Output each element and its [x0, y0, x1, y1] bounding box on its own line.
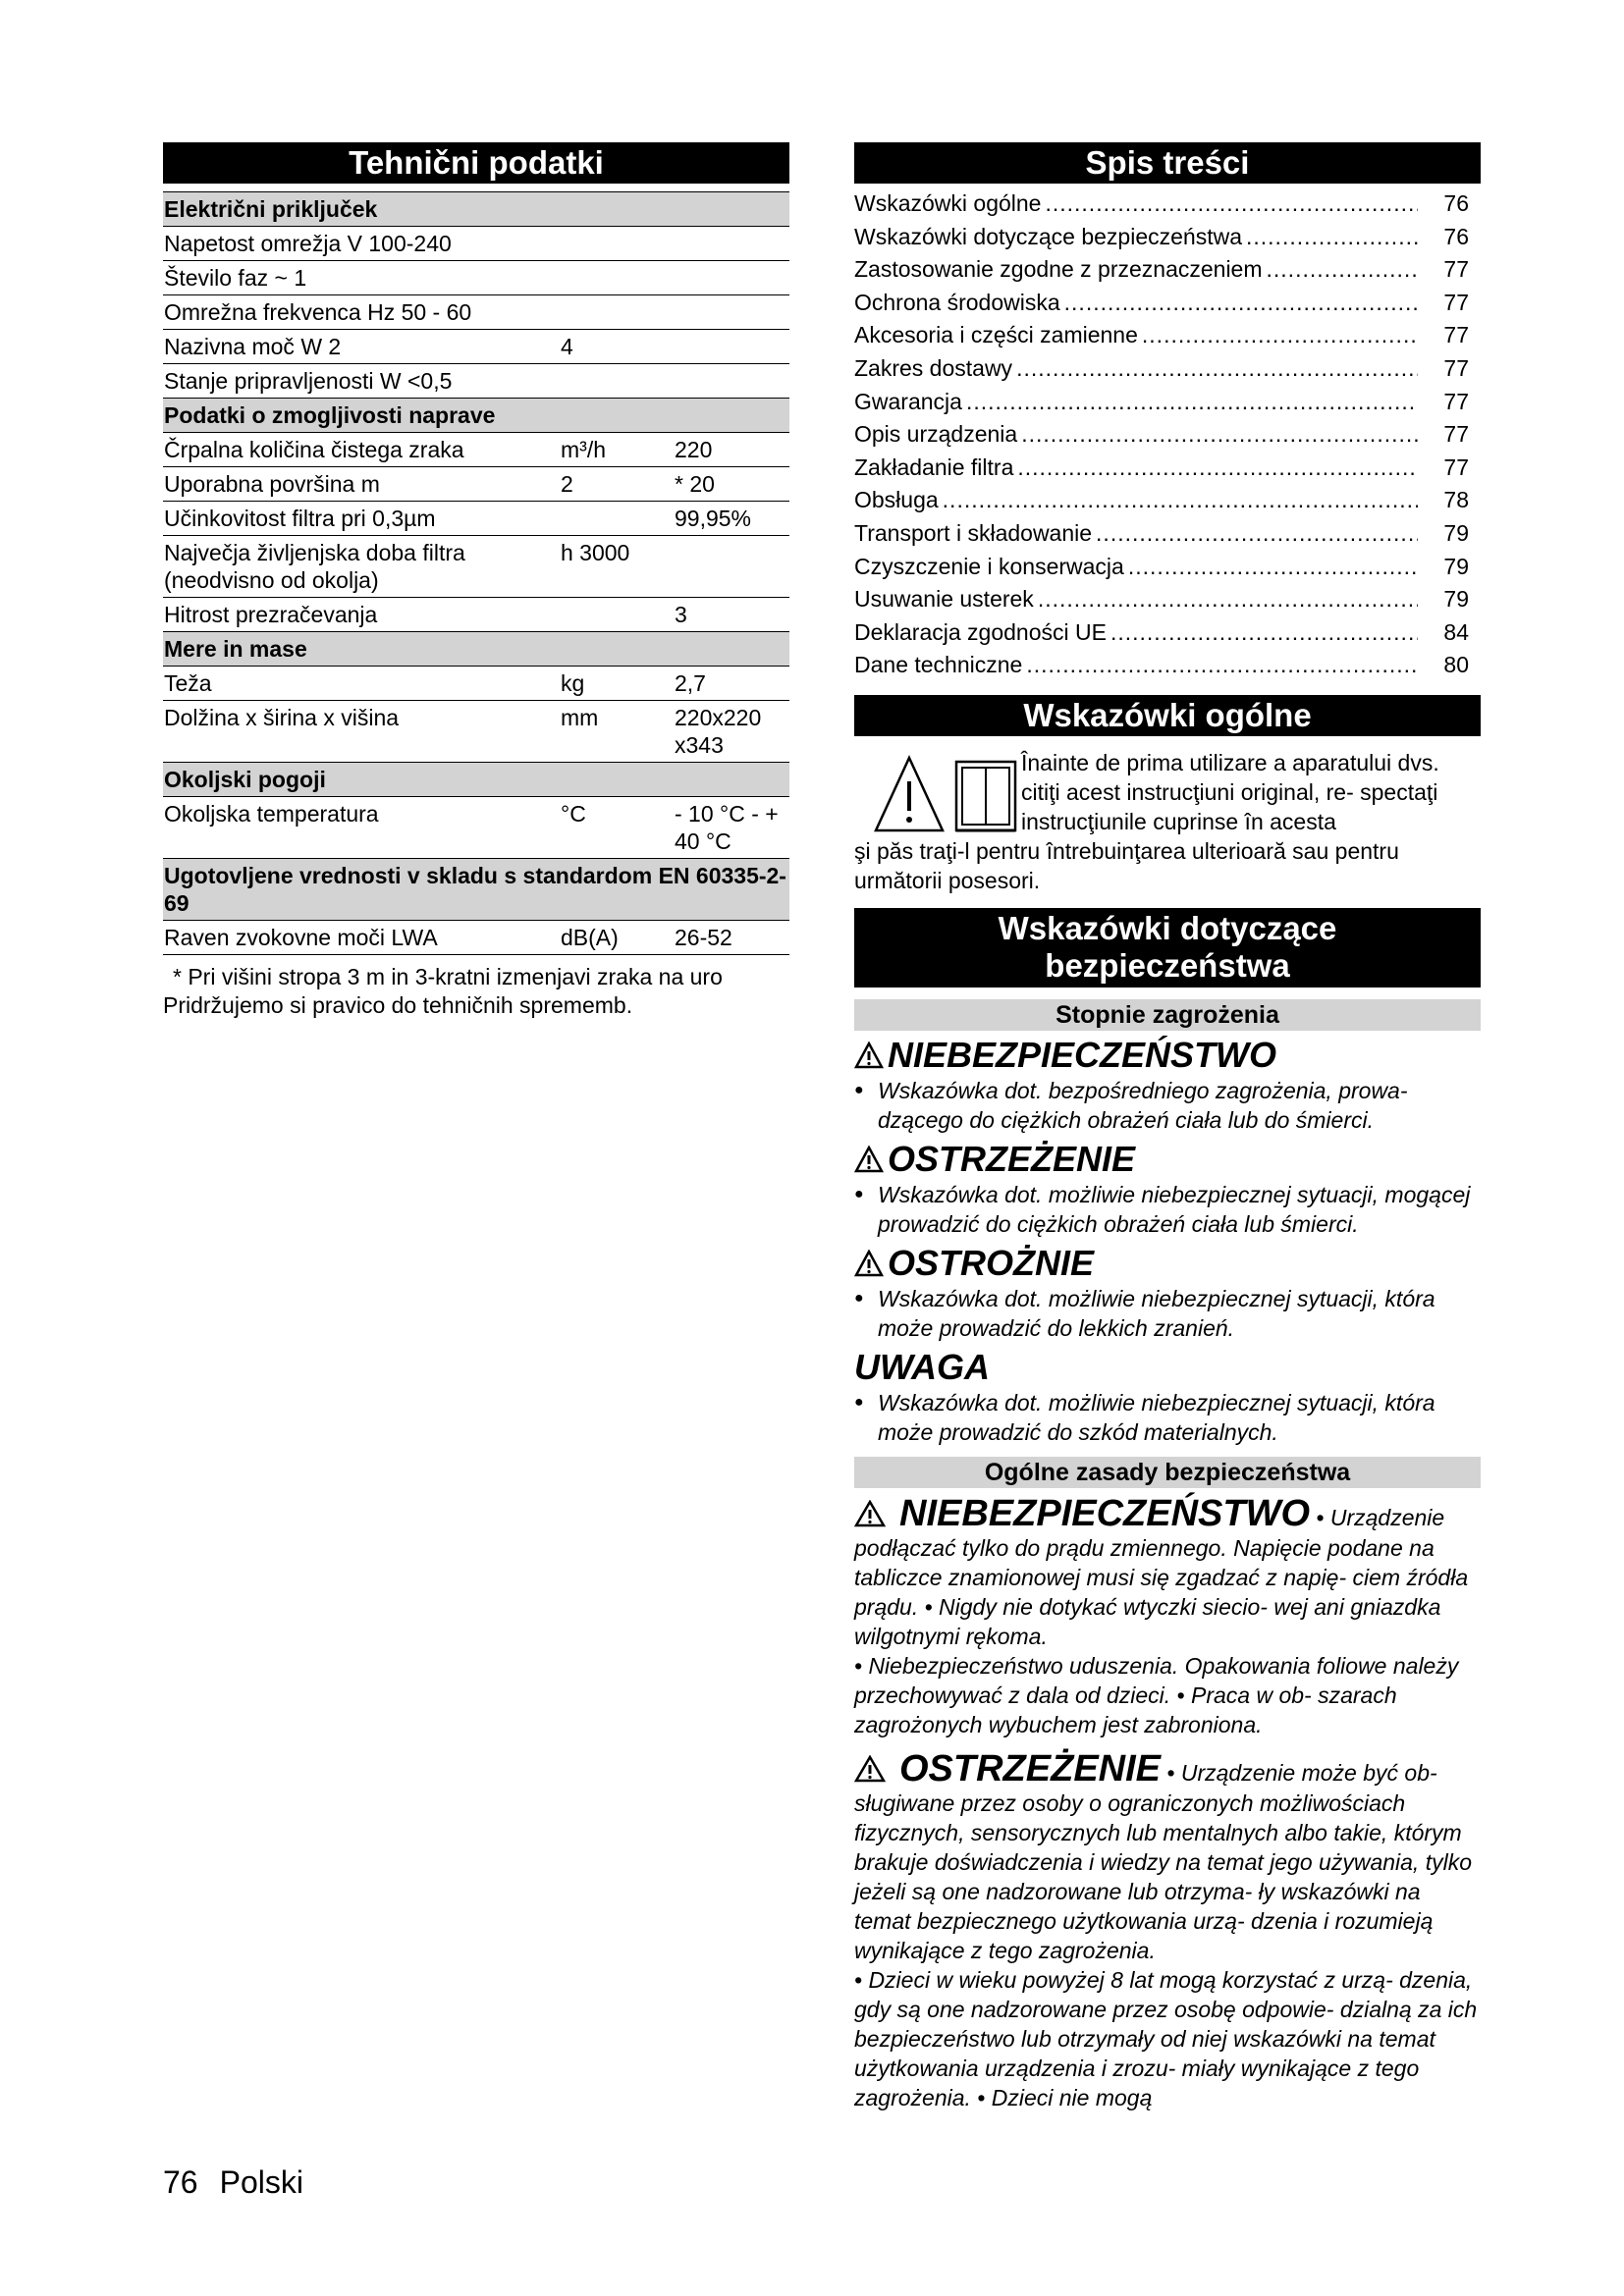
toc-leader-dots: [1096, 517, 1418, 551]
table-cell: [560, 227, 674, 261]
table-row: [163, 667, 789, 701]
safety-title-line1: Wskazówki dotyczące: [998, 909, 1337, 946]
hazard-level-name: [854, 1243, 1481, 1284]
table-cell: °C: [560, 797, 674, 859]
page-language: Polski: [219, 2164, 303, 2200]
toc-entry: [854, 352, 1481, 386]
toc-entry-page: 79: [1443, 586, 1469, 613]
table-of-contents: [854, 187, 1481, 682]
hazard-level-description: [854, 1388, 1481, 1447]
toc-entry-page: 77: [1443, 421, 1469, 448]
table-row: [163, 797, 789, 859]
toc-entry: [854, 319, 1481, 352]
toc-entry-title: Zastosowanie zgodne z przeznaczeniem: [854, 256, 1263, 283]
technical-data-table: [163, 191, 789, 955]
toc-entry-title: Czyszczenie i konserwacja: [854, 553, 1124, 579]
toc-leader-dots: [1021, 418, 1418, 452]
table-cell: Dolžina x širina x višina: [163, 701, 560, 763]
table-row: [163, 227, 789, 261]
technical-data-column: [163, 142, 789, 1020]
warning-triangle-icon: [854, 1755, 886, 1783]
table-row: [163, 598, 789, 632]
toc-entry-page: 77: [1443, 322, 1469, 348]
hazard-level-label: OSTRZEŻENIE: [888, 1138, 1136, 1179]
toc-entry-page: 77: [1443, 388, 1469, 414]
table-cell: 4: [560, 330, 674, 364]
table-row: [163, 701, 789, 763]
toc-entry-page: 84: [1443, 618, 1469, 645]
toc-entry-page: 80: [1443, 652, 1469, 678]
toc-entry: [854, 517, 1481, 551]
toc-entry-title: Deklaracja zgodności UE: [854, 618, 1107, 645]
toc-entry-page: 76: [1443, 223, 1469, 249]
warning-paragraph: [854, 1749, 1481, 1965]
toc-leader-dots: [1267, 253, 1418, 287]
bullet-icon: ●: [854, 1185, 864, 1202]
section-heading: Podatki o zmogljivosti naprave: [163, 399, 789, 433]
table-cell: mm: [560, 701, 674, 763]
toc-entry-title: Ochrona środowiska: [854, 289, 1060, 315]
toc-leader-dots: [943, 484, 1418, 517]
table-row: [163, 433, 789, 467]
toc-entry-title: Wskazówki ogólne: [854, 190, 1042, 216]
toc-entry-page: 77: [1443, 256, 1469, 283]
toc-entry-page: 77: [1443, 454, 1469, 480]
hazard-level-description: [854, 1284, 1481, 1343]
table-cell: Hitrost prezračevanja: [163, 598, 560, 632]
toc-entry: [854, 418, 1481, 452]
table-cell: [674, 295, 789, 330]
hazard-level-name: [854, 1347, 1481, 1388]
hazard-level-text: Wskazówka dot. bezpośredniego zagrożenia, prowa- dzącego do ciężkich obrażeń ciała lub do śmierci.: [878, 1077, 1408, 1133]
warning-triangle-icon: [854, 1146, 884, 1173]
table-cell: Nazivna moč W 2: [163, 330, 560, 364]
safety-title-line2: bezpieczeństwa: [1045, 946, 1290, 984]
page-number: 76: [163, 2164, 198, 2200]
page-footer: [163, 2164, 325, 2201]
table-row: [163, 330, 789, 364]
toc-entry: [854, 221, 1481, 254]
general-notes-text-b: şi păs traţi-l pentru întrebuinţarea ulterioară sau pentru următorii posesori.: [854, 837, 1399, 893]
general-notes-title: Wskazówki ogólne: [854, 695, 1481, 736]
table-cell: [674, 364, 789, 399]
toc-leader-dots: [1142, 319, 1418, 352]
table-cell: Črpalna količina čistega zraka: [163, 433, 560, 467]
table-cell: Število faz ~ 1: [163, 261, 560, 295]
toc-entry-page: 78: [1443, 487, 1469, 513]
table-cell: Stanje pripravljenosti W <0,5: [163, 364, 560, 399]
toc-leader-dots: [1246, 221, 1418, 254]
danger-block: [854, 1494, 1481, 1739]
table-cell: Teža: [163, 667, 560, 701]
footnote-ceiling: * Pri višini stropa 3 m in 3-kratni izmenjavi zraka na uro: [173, 964, 723, 989]
section-heading: Mere in mase: [163, 632, 789, 667]
warning-triangle-icon: [854, 1041, 884, 1069]
table-cell: [560, 295, 674, 330]
danger-heading: NIEBEZPIECZEŃSTWO: [899, 1492, 1311, 1534]
toc-entry: [854, 616, 1481, 650]
general-notes-text-a: Înainte de prima utilizare a aparatului dvs. citiţi acest instrucţiuni original, re- spectaţi instrucţiunile cuprinse în acesta: [1021, 749, 1439, 834]
hazard-level-label: UWAGA: [854, 1346, 990, 1387]
table-row: [163, 364, 789, 399]
table-cell: [560, 364, 674, 399]
hazard-level: [854, 1035, 1481, 1135]
general-rules-title: Ogólne zasady bezpieczeństwa: [854, 1457, 1481, 1488]
hazard-level-label: NIEBEZPIECZEŃSTWO: [888, 1034, 1277, 1075]
table-row: [163, 536, 789, 598]
toc-entry-page: 79: [1443, 553, 1469, 579]
toc-entry-title: Obsługa: [854, 487, 939, 513]
table-cell: [674, 261, 789, 295]
toc-entry-title: Zakres dostawy: [854, 354, 1013, 381]
table-cell: 220: [674, 433, 789, 467]
danger-text: • Urządzenie podłączać tylko do prądu zmiennego. Napięcie podane na tabliczce znamionowej musi się zgadzać z napię- ciem źródła prądu. • Nigdy nie dotykać wtyczki siecio- wej ani gniazdka wilgotnymi rękoma.: [854, 1504, 1469, 1649]
toc-leader-dots: [1038, 583, 1418, 616]
table-cell: h 3000: [560, 536, 674, 598]
toc-leader-dots: [1110, 616, 1418, 650]
table-cell: Največja življenjska doba filtra (neodvisno od okolja): [163, 536, 560, 598]
toc-entry-title: Dane techniczne: [854, 652, 1023, 678]
table-row: [163, 261, 789, 295]
toc-leader-dots: [1017, 452, 1418, 485]
table-cell: [560, 598, 674, 632]
toc-entry-title: Transport i składowanie: [854, 519, 1093, 546]
hazard-level: [854, 1243, 1481, 1343]
hazard-level: [854, 1347, 1481, 1447]
table-cell: [560, 502, 674, 536]
toc-leader-dots: [1016, 352, 1418, 386]
hazard-level-label: OSTROŻNIE: [888, 1242, 1095, 1283]
table-cell: 3: [674, 598, 789, 632]
toc-entry: [854, 583, 1481, 616]
toc-entry: [854, 484, 1481, 517]
warning-block: [854, 1749, 1481, 2112]
toc-leader-dots: [966, 386, 1418, 419]
table-row: [163, 467, 789, 502]
section-heading: Okoljski pogoji: [163, 763, 789, 797]
hazard-level-name: [854, 1139, 1481, 1180]
table-cell: Raven zvokovne moči LWA: [163, 921, 560, 955]
table-cell: m³/h: [560, 433, 674, 467]
table-cell: 2,7: [674, 667, 789, 701]
warning-text: • Urządzenie może być ob- sługiwane przez osoby o ograniczonych możliwościach fizycznych, sensorycznych lub mentalnych albo takie, którym brakuje doświadczenia i wiedzy na temat jego używania, tylko jeżeli są one nadzorowane lub otrzyma- ły wskazówki na temat bezpiecznego użytkowania urzą- dzenia i rozumieją wynikające z tego zagrożenia.: [854, 1759, 1472, 1963]
toc-entry-page: 76: [1443, 190, 1469, 216]
hazard-level: [854, 1139, 1481, 1239]
table-section-row: [163, 399, 789, 433]
technical-footnotes: [163, 963, 789, 1020]
table-cell: [674, 330, 789, 364]
toc-entry-title: Usuwanie usterek: [854, 586, 1034, 613]
table-row: [163, 502, 789, 536]
toc-entry-title: Zakładanie filtra: [854, 454, 1014, 480]
hazard-level-text: Wskazówka dot. możliwie niebezpiecznej sytuacji, która może prowadzić do szkód materialnych.: [878, 1389, 1435, 1445]
toc-entry-title: Wskazówki dotyczące bezpieczeństwa: [854, 223, 1242, 249]
table-cell: Omrežna frekvenca Hz 50 - 60: [163, 295, 560, 330]
table-section-row: [163, 192, 789, 227]
section-heading: Električni priključek: [163, 192, 789, 227]
toc-entry-title: Akcesoria i części zamienne: [854, 322, 1138, 348]
toc-leader-dots: [1045, 187, 1418, 221]
table-cell: dB(A): [560, 921, 674, 955]
technical-data-title: Tehnični podatki: [163, 142, 789, 184]
hazard-level-text: Wskazówka dot. możliwie niebezpiecznej sytuacji, która może prowadzić do lekkich zranień.: [878, 1285, 1435, 1341]
table-cell: 220x220 x343: [674, 701, 789, 763]
warning-heading: OSTRZEŻENIE: [899, 1747, 1162, 1789]
table-cell: 26-52: [674, 921, 789, 955]
warning-triangle-icon: [854, 1500, 886, 1527]
toc-entry: [854, 452, 1481, 485]
table-row: [163, 295, 789, 330]
hazard-level-description: [854, 1180, 1481, 1239]
table-cell: Učinkovitost filtra pri 0,3µm: [163, 502, 560, 536]
table-cell: [674, 536, 789, 598]
table-section-row: [163, 763, 789, 797]
toc-leader-dots: [1128, 551, 1418, 584]
general-notes: [854, 748, 1481, 895]
toc-entry-title: Gwarancja: [854, 388, 962, 414]
toc-title: Spis treści: [854, 142, 1481, 184]
table-cell: Okoljska temperatura: [163, 797, 560, 859]
footnote-rights: Pridržujemo si pravico do tehničnih sprememb.: [163, 992, 633, 1018]
warning-text-2: • Dzieci w wieku powyżej 8 lat mogą korzystać z urzą- dzenia, gdy są one nadzorowane przez osobę odpowie- dzialną za ich bezpieczeństwo lub otrzymały od niej wskazówki na temat użytkowania urządzenia i zrozu- miały wynikające z tego zagrożenia. • Dzieci nie mogą: [854, 1966, 1478, 2110]
hazard-levels-title: Stopnie zagrożenia: [854, 999, 1481, 1031]
table-cell: kg: [560, 667, 674, 701]
hazard-level-name: [854, 1035, 1481, 1076]
table-cell: [560, 261, 674, 295]
bullet-icon: ●: [854, 1289, 864, 1307]
table-section-row: [163, 632, 789, 667]
bullet-icon: ●: [854, 1081, 864, 1098]
warning-triangle-icon: [854, 1250, 884, 1277]
bullet-icon: ●: [854, 1393, 864, 1411]
table-section-row: [163, 859, 789, 921]
warning-and-manual-icon: [874, 754, 1021, 837]
hazard-level-description: [854, 1076, 1481, 1135]
toc-entry-title: Opis urządzenia: [854, 421, 1018, 448]
danger-paragraph: [854, 1494, 1481, 1651]
toc-leader-dots: [1064, 287, 1418, 320]
toc-entry: [854, 649, 1481, 682]
toc-entry: [854, 253, 1481, 287]
table-cell: 2: [560, 467, 674, 502]
toc-entry: [854, 287, 1481, 320]
toc-entry-page: 77: [1443, 289, 1469, 315]
table-cell: Uporabna površina m: [163, 467, 560, 502]
section-heading: Ugotovljene vrednosti v skladu s standardom EN 60335-2-69: [163, 859, 789, 921]
toc-entry: [854, 187, 1481, 221]
toc-entry-page: 79: [1443, 519, 1469, 546]
polish-column: [854, 142, 1481, 2112]
table-cell: Napetost omrežja V 100-240: [163, 227, 560, 261]
table-cell: * 20: [674, 467, 789, 502]
toc-leader-dots: [1026, 649, 1418, 682]
table-row: [163, 921, 789, 955]
table-cell: [674, 227, 789, 261]
hazard-levels: [854, 1035, 1481, 1447]
toc-entry: [854, 386, 1481, 419]
safety-title: [854, 908, 1481, 988]
hazard-level-text: Wskazówka dot. możliwie niebezpiecznej sytuacji, mogącej prowadzić do ciężkich obrażeń ciała lub śmierci.: [878, 1181, 1471, 1237]
table-cell: - 10 °C - + 40 °C: [674, 797, 789, 859]
table-cell: 99,95%: [674, 502, 789, 536]
toc-entry-page: 77: [1443, 354, 1469, 381]
toc-entry: [854, 551, 1481, 584]
danger-text-2: • Niebezpieczeństwo uduszenia. Opakowania foliowe należy przechowywać z dala od dzieci. • Praca w ob- szarach zagrożonych wybuchem jest zabroniona.: [854, 1652, 1459, 1737]
